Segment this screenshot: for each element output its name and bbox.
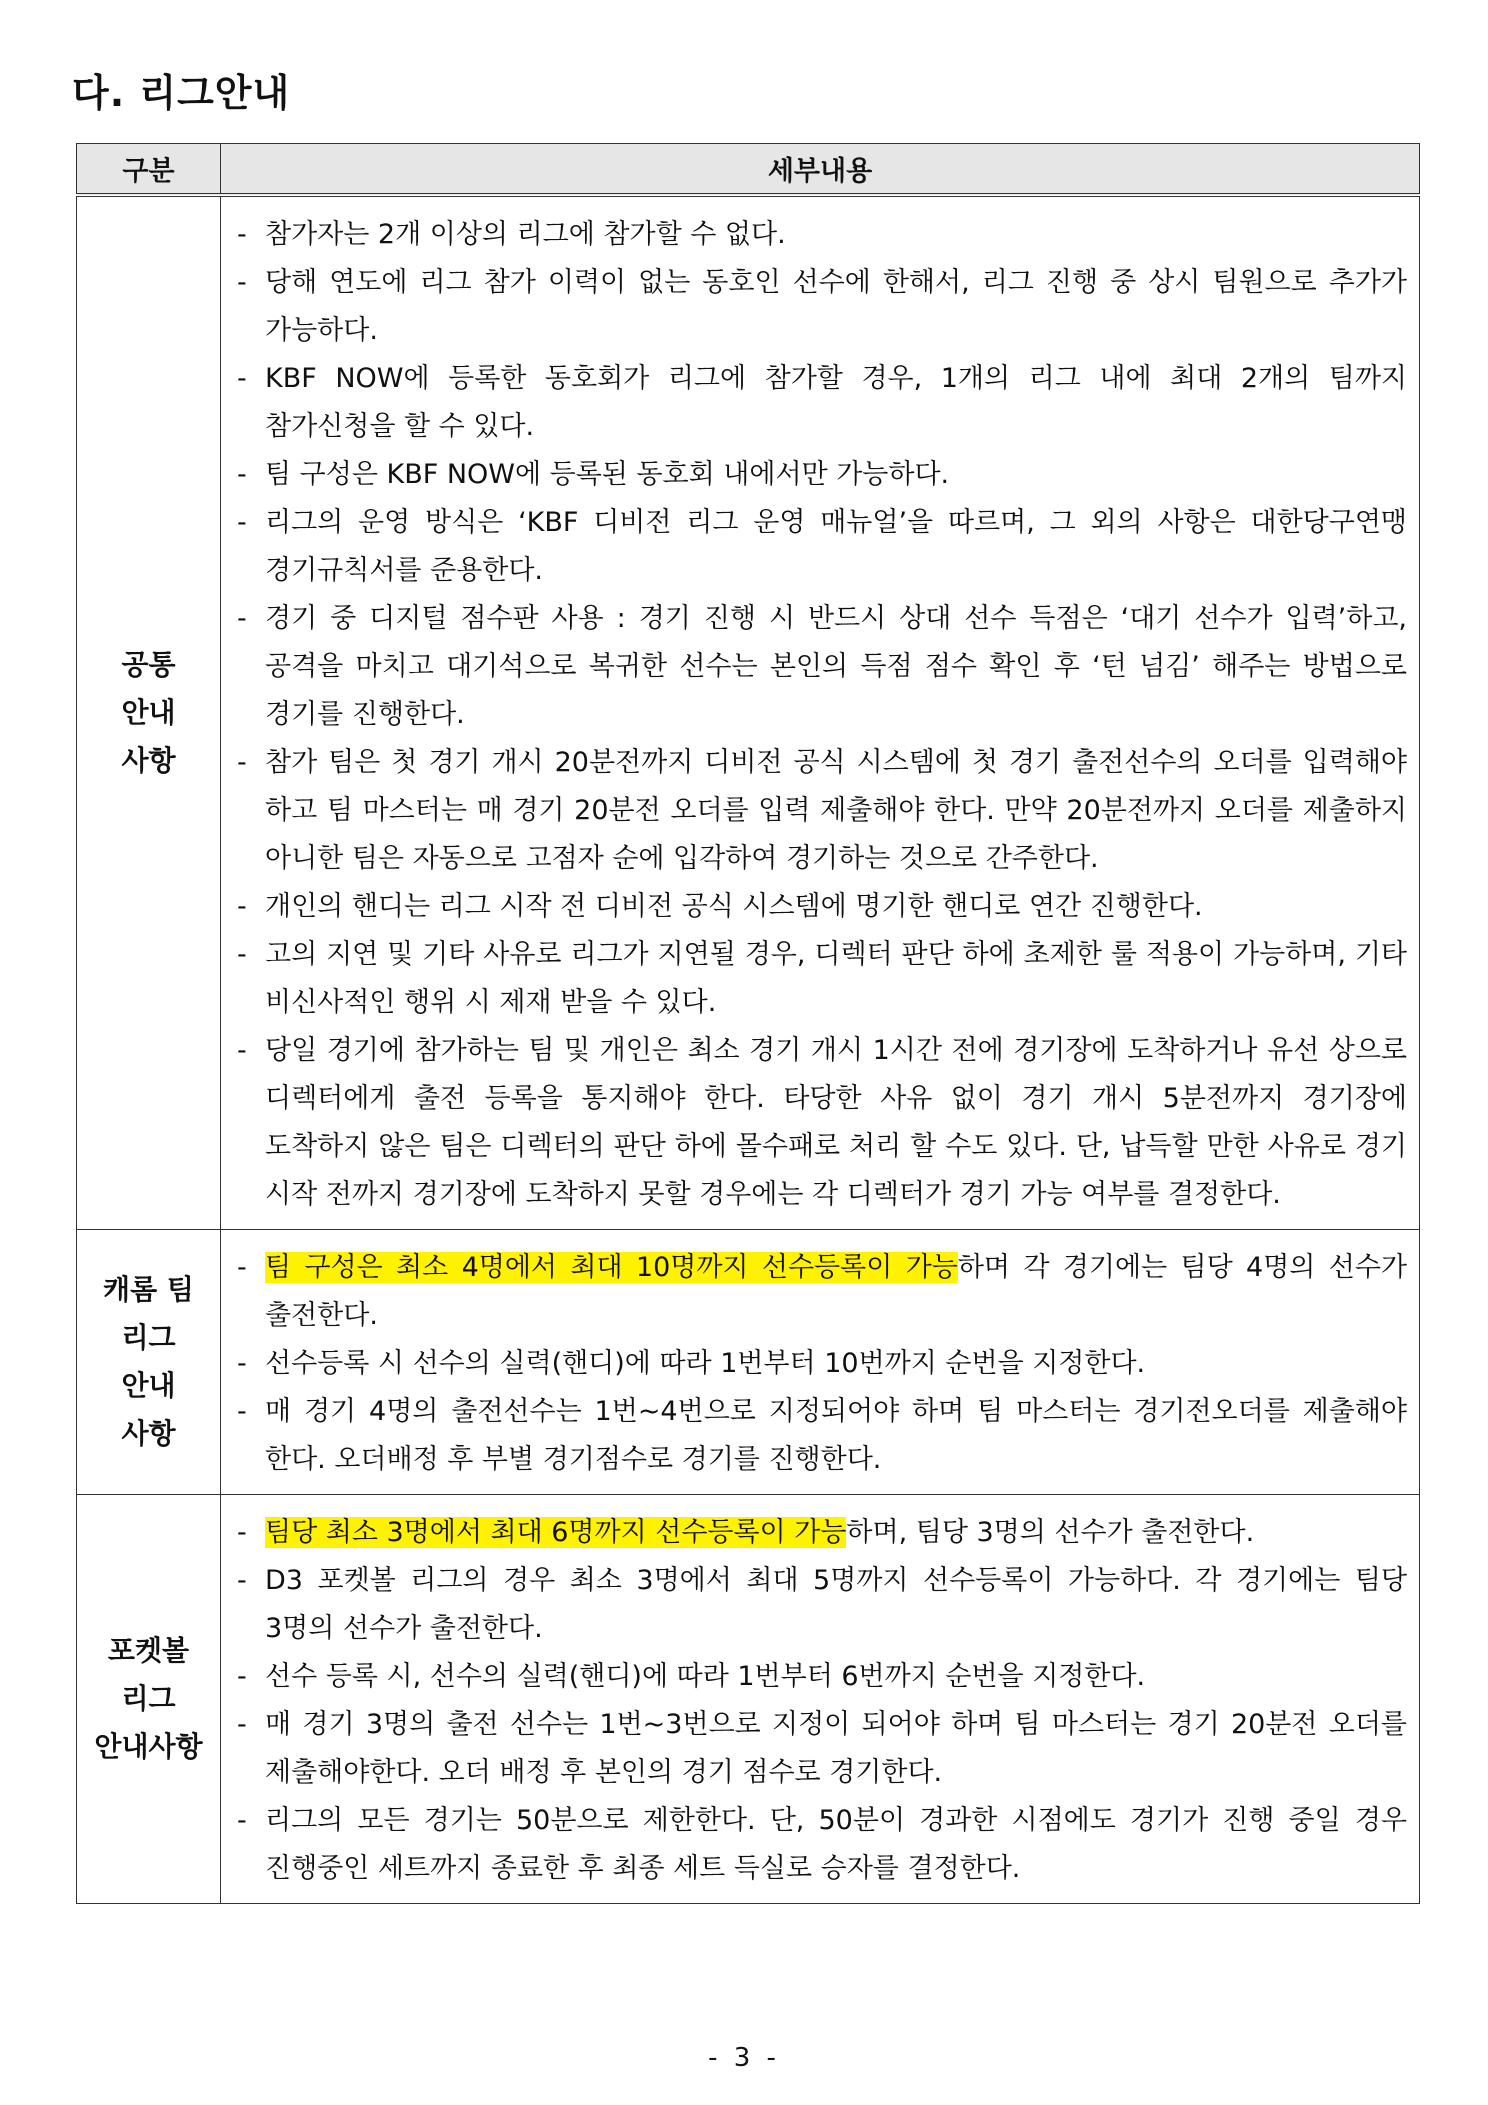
category-cell: [77, 1495, 221, 1904]
category-cell: [77, 1230, 221, 1495]
category-label-line: 리그: [121, 1682, 176, 1715]
details-cell: [221, 195, 1420, 1230]
rule-text: 고의 지연 및 기타 사유로 리그가 지연될 경우, 디렉터 판단 하에 초제한 룰 적용이 가능하며, 기타 비신사적인 행위 시 제재 받을 수 있다.: [265, 939, 1407, 1018]
table-header-row: [77, 144, 1420, 196]
category-label-line: 사항: [121, 744, 176, 777]
category-label-line: 캐롬 팀: [103, 1273, 194, 1306]
league-info-table: [76, 143, 1420, 1904]
header-details: 세부내용: [221, 144, 1420, 196]
rule-item: [235, 211, 1407, 259]
rule-item: [235, 739, 1407, 883]
rule-item: [235, 595, 1407, 739]
rule-item: [235, 931, 1407, 1027]
section-title: 다. 리그안내: [72, 71, 291, 115]
table-row: [77, 1495, 1420, 1904]
category-label-line: 포켓볼: [107, 1634, 190, 1667]
category-label-line: 안내사항: [94, 1730, 203, 1763]
rule-text: 선수등록 시 선수의 실력(핸디)에 따라 1번부터 10번까지 순번을 지정한다.: [265, 1348, 1146, 1379]
rule-text: 참가자는 2개 이상의 리그에 참가할 수 없다.: [265, 219, 786, 250]
rule-item: [235, 499, 1407, 595]
rule-text: 선수 등록 시, 선수의 실력(핸디)에 따라 1번부터 6번까지 순번을 지정한다.: [265, 1661, 1146, 1692]
rule-item: [235, 1388, 1407, 1484]
details-cell: [221, 1230, 1420, 1495]
rule-text: D3 포켓볼 리그의 경우 최소 3명에서 최대 5명까지 선수등록이 가능하다. 각 경기에는 팀당 3명의 선수가 출전한다.: [265, 1565, 1407, 1644]
rule-item: [235, 259, 1407, 355]
rule-item: [235, 1557, 1407, 1653]
rule-text: 참가 팀은 첫 경기 개시 20분전까지 디비전 공식 시스템에 첫 경기 출전선수의 오더를 입력해야 하고 팀 마스터는 매 경기 20분전 오더를 입력 제출해야 한다. 만약 20분전까지 오더를 제출하지 아니한 팀은 자동으로 고점자 순에 입각하여 경기하는 것으로 간주한다.: [265, 747, 1407, 874]
category-cell: [77, 195, 221, 1230]
rule-item: [235, 1027, 1407, 1219]
rule-item: [235, 883, 1407, 931]
rule-text: 리그의 운영 방식은 ‘KBF 디비전 리그 운영 매뉴얼’을 따르며, 그 외의 사항은 대한당구연맹 경기규칙서를 준용한다.: [265, 507, 1407, 586]
rule-text: 당일 경기에 참가하는 팀 및 개인은 최소 경기 개시 1시간 전에 경기장에 도착하거나 유선 상으로 디렉터에게 출전 등록을 통지해야 한다. 타당한 사유 없이 경기 개시 5분전까지 경기장에 도착하지 않은 팀은 디렉터의 판단 하에 몰수패로 처리 할 수도 있다. 단, 납득할 만한 사유로 경기 시작 전까지 경기장에 도착하지 못할 경우에는 각 디렉터가 경기 가능 여부를 결정한다.: [265, 1035, 1407, 1210]
rule-item: [235, 1701, 1407, 1797]
highlighted-text: 팀당 최소 3명에서 최대 6명까지 선수등록이 가능: [265, 1517, 847, 1548]
rule-text: 팀 구성은 KBF NOW에 등록된 동호회 내에서만 가능하다.: [265, 459, 950, 490]
page-number: - 3 -: [708, 2043, 780, 2073]
rule-item: [235, 1509, 1407, 1557]
rule-item: [235, 355, 1407, 451]
rule-list: [235, 211, 1407, 1219]
header-category: 구분: [77, 144, 221, 196]
category-label-line: 사항: [121, 1417, 176, 1450]
rule-text: 하며 각 경기에는 팀당 4명의 선수가 출전한다.: [265, 1252, 1407, 1331]
rule-list: [235, 1244, 1407, 1484]
rule-text: 리그의 모든 경기는 50분으로 제한한다. 단, 50분이 경과한 시점에도 경기가 진행 중일 경우 진행중인 세트까지 종료한 후 최종 세트 득실로 승자를 결정한다.: [265, 1805, 1407, 1884]
rule-text: 매 경기 3명의 출전 선수는 1번~3번으로 지정이 되어야 하며 팀 마스터는 경기 20분전 오더를 제출해야한다. 오더 배정 후 본인의 경기 점수로 경기한다.: [265, 1709, 1407, 1788]
rule-item: [235, 1244, 1407, 1340]
rule-text: 매 경기 4명의 출전선수는 1번~4번으로 지정되어야 하며 팀 마스터는 경기전오더를 제출해야 한다. 오더배정 후 부별 경기점수로 경기를 진행한다.: [265, 1396, 1407, 1475]
rule-item: [235, 1340, 1407, 1388]
category-label-line: 리그: [121, 1321, 176, 1354]
table-row: [77, 195, 1420, 1230]
category-label-line: 안내: [121, 696, 176, 729]
rule-item: [235, 1653, 1407, 1701]
table-row: [77, 1230, 1420, 1495]
rule-text: 하며, 팀당 3명의 선수가 출전한다.: [846, 1517, 1255, 1548]
category-label-line: 공통: [121, 648, 176, 681]
rule-item: [235, 451, 1407, 499]
details-cell: [221, 1495, 1420, 1904]
rule-text: 경기 중 디지털 점수판 사용 : 경기 진행 시 반드시 상대 선수 득점은 ‘대기 선수가 입력’하고, 공격을 마치고 대기석으로 복귀한 선수는 본인의 득점 점수 확인 후 ‘턴 넘김’ 해주는 방법으로 경기를 진행한다.: [265, 603, 1407, 730]
rule-text: 개인의 핸디는 리그 시작 전 디비전 공식 시스템에 명기한 핸디로 연간 진행한다.: [265, 891, 1203, 922]
rule-text: KBF NOW에 등록한 동호회가 리그에 참가할 경우, 1개의 리그 내에 최대 2개의 팀까지 참가신청을 할 수 있다.: [265, 363, 1407, 442]
highlighted-text: 팀 구성은 최소 4명에서 최대 10명까지 선수등록이 가능: [265, 1252, 958, 1283]
rule-text: 당해 연도에 리그 참가 이력이 없는 동호인 선수에 한해서, 리그 진행 중 상시 팀원으로 추가가 가능하다.: [265, 267, 1407, 346]
category-label-line: 안내: [121, 1369, 176, 1402]
rule-list: [235, 1509, 1407, 1893]
rule-item: [235, 1797, 1407, 1893]
table-body: [77, 195, 1420, 1904]
